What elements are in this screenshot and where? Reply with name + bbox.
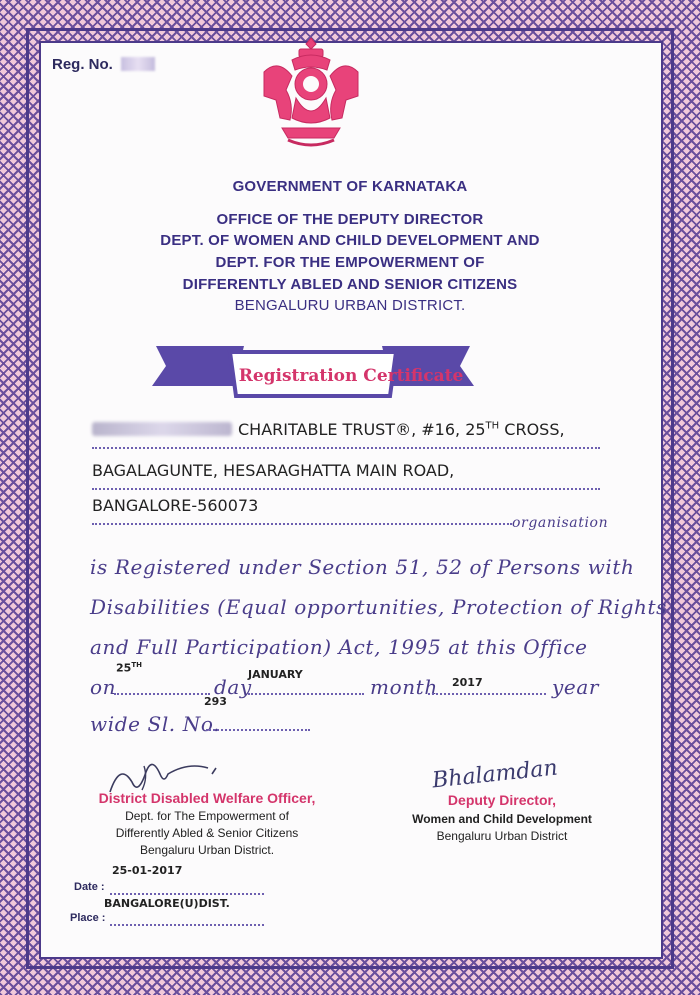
certificate-title: Registration Certificate [238, 366, 464, 386]
org-line-1: CHARITABLE TRUST®, #16, 25TH CROSS, [92, 420, 565, 439]
right-officer-line-2: Bengaluru Urban District [436, 829, 568, 843]
office-line-3: DEPT. FOR THE EMPOWERMENT OF [215, 254, 485, 271]
body-line-1: is Registered under Section 51, 52 of Persons with [90, 555, 635, 579]
government-heading: GOVERNMENT OF KARNATAKA [232, 178, 468, 195]
place-value: BANGALORE(U)DIST. [104, 897, 230, 910]
district-line: BENGALURU URBAN DISTRICT. [234, 297, 466, 314]
org-dotline-1 [92, 447, 600, 449]
date-value: 25-01-2017 [112, 864, 183, 877]
org-dotline-3 [92, 523, 512, 525]
org-dotline-2 [92, 488, 600, 490]
left-officer-line-3: Bengaluru Urban District. [139, 843, 275, 857]
org-name-redacted [92, 422, 232, 436]
reg-no [52, 56, 155, 73]
organisation-label: organisation [512, 515, 609, 531]
serial-label: wide Sl. No. [90, 712, 221, 736]
org-line-3: BANGALORE-560073 [92, 496, 259, 515]
date-dotline [110, 893, 264, 895]
on-label: on [90, 675, 117, 699]
month-value: JANUARY [248, 668, 303, 681]
month-label: month [370, 675, 438, 699]
office-line-4: DIFFERENTLY ABLED AND SENIOR CITIZENS [182, 276, 518, 293]
office-line-2: DEPT. OF WOMEN AND CHILD DEVELOPMENT AND [160, 232, 540, 249]
date-label: Date : [74, 881, 105, 893]
place-label: Place : [70, 912, 106, 924]
year-label: year [552, 675, 600, 699]
left-officer [78, 790, 336, 859]
left-officer-title: District Disabled Welfare Officer, [98, 790, 316, 806]
day-dotline [114, 693, 210, 695]
body-line-2: Disabilities (Equal opportunities, Protection of Rights [90, 595, 668, 619]
left-officer-line-2: Differently Abled & Senior Citizens [115, 826, 299, 840]
karnataka-emblem-icon [252, 32, 370, 152]
month-dotline [248, 693, 364, 695]
right-officer [396, 792, 608, 845]
right-officer-title: Deputy Director, [447, 792, 557, 808]
right-signature: Bhalamdan [431, 755, 559, 794]
right-officer-line-1: Women and Child Development [412, 812, 592, 826]
office-line-1: OFFICE OF THE DEPUTY DIRECTOR [216, 211, 484, 228]
day-label: day [214, 675, 252, 699]
reg-no-label: Reg. No. [52, 56, 113, 73]
left-officer-line-1: Dept. for The Empowerment of [125, 809, 289, 823]
place-dotline [110, 924, 264, 926]
reg-no-redacted [121, 57, 155, 71]
body-line-3: and Full Participation) Act, 1995 at this Office [90, 635, 588, 659]
serial-dotline [206, 729, 310, 731]
org-line-2: BAGALAGUNTE, HESARAGHATTA MAIN ROAD, [92, 461, 455, 480]
year-dotline [428, 693, 546, 695]
day-value: 25TH [116, 661, 142, 675]
year-value: 2017 [452, 676, 483, 689]
serial-value: 293 [204, 695, 227, 708]
